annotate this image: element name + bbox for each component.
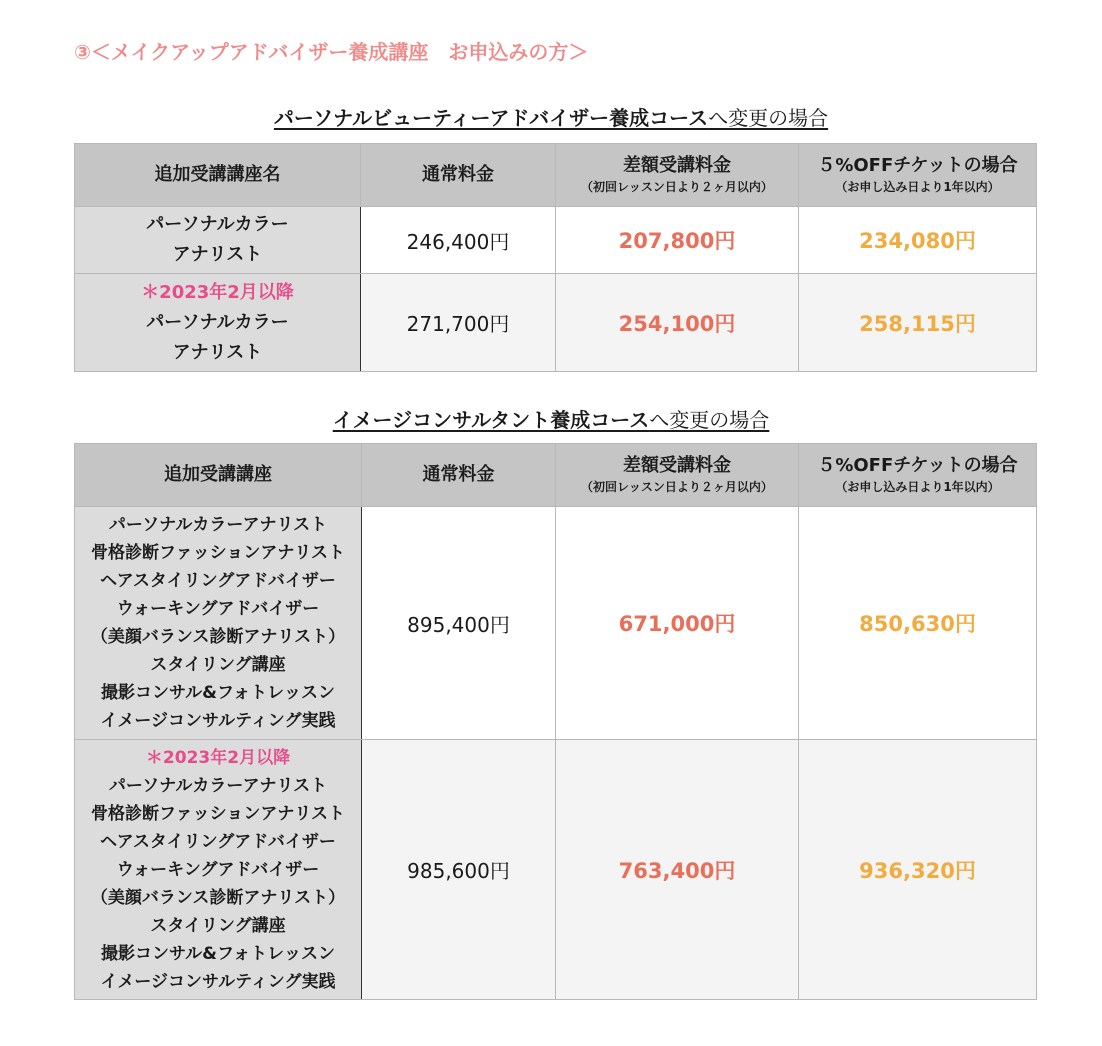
course-line: スタイリング講座 <box>150 915 286 936</box>
column-header-diff-label: 差額受講料金 <box>623 155 731 176</box>
date-note: ＊2023年2月以降 <box>141 281 294 303</box>
table-row <box>75 274 1037 372</box>
course-line: ウォーキングアドバイザー <box>116 859 320 880</box>
course-line: パーソナルカラーアナリスト <box>108 775 328 796</box>
course-line: 骨格診断ファッションアナリスト <box>91 803 345 824</box>
course-line: ヘアスタイリングアドバイザー <box>100 831 336 852</box>
section-title-suffix: へ変更の場合 <box>649 408 770 432</box>
section-title-suffix: へ変更の場合 <box>708 106 829 130</box>
course-cell <box>75 274 361 372</box>
diff-price: 671,000円 <box>556 507 799 740</box>
diff-price: 763,400円 <box>556 740 799 1000</box>
discount-price: 258,115円 <box>799 274 1037 372</box>
regular-price: 895,400円 <box>362 507 556 740</box>
column-header-course: 追加受講講座 <box>75 444 362 507</box>
course-cell <box>75 740 362 1000</box>
discount-price: 234,080円 <box>799 207 1037 274</box>
table-header-row <box>75 144 1037 207</box>
section-title-image-consultant <box>0 407 1102 433</box>
column-header-discount-note: （お申し込み日より1年以内） <box>835 480 1000 494</box>
fee-table-beauty-advisor <box>74 143 1037 372</box>
diff-price: 254,100円 <box>556 274 799 372</box>
diff-price: 207,800円 <box>556 207 799 274</box>
column-header-regular: 通常料金 <box>361 144 556 207</box>
table-row <box>75 740 1037 1000</box>
discount-price: 850,630円 <box>799 507 1037 740</box>
regular-price: 271,700円 <box>361 274 556 372</box>
course-line: 撮影コンサル&フォトレッスン <box>101 683 335 703</box>
course-line: イメージコンサルティング実践 <box>100 711 336 731</box>
table-header-row <box>75 444 1037 507</box>
course-line: パーソナルカラー <box>146 214 289 235</box>
column-header-discount-label: ５%OFFチケットの場合 <box>817 155 1018 176</box>
column-header-discount <box>799 144 1037 207</box>
course-line: アナリスト <box>172 341 263 363</box>
date-note: ＊2023年2月以降 <box>145 747 291 768</box>
course-line: パーソナルカラーアナリスト <box>108 515 328 535</box>
column-header-diff-note: （初回レッスン日より２ヶ月以内） <box>581 180 773 194</box>
regular-price: 246,400円 <box>361 207 556 274</box>
column-header-diff-label: 差額受講料金 <box>623 455 731 476</box>
column-header-diff <box>556 144 799 207</box>
section-title-course-name: パーソナルビューティーアドバイザー養成コース <box>273 106 709 130</box>
column-header-discount-note: （お申し込み日より1年以内） <box>835 180 1000 194</box>
fee-table-image-consultant <box>74 443 1037 1000</box>
course-cell <box>75 207 361 274</box>
column-header-regular: 通常料金 <box>362 444 556 507</box>
table-row <box>75 507 1037 740</box>
regular-price: 985,600円 <box>362 740 556 1000</box>
course-line: 撮影コンサル&フォトレッスン <box>101 943 335 964</box>
course-line: スタイリング講座 <box>150 655 286 675</box>
course-cell <box>75 507 362 740</box>
table-row <box>75 207 1037 274</box>
course-line: （美顔バランス診断アナリスト） <box>90 627 346 647</box>
course-line: ヘアスタイリングアドバイザー <box>100 571 336 591</box>
section-title-beauty-advisor <box>0 105 1102 131</box>
course-line: イメージコンサルティング実践 <box>100 971 336 992</box>
course-line: 骨格診断ファッションアナリスト <box>91 543 345 563</box>
page-heading: ③＜メイクアップアドバイザー養成講座 お申込みの方＞ <box>74 40 589 64</box>
column-header-diff <box>556 444 799 507</box>
column-header-discount-label: ５%OFFチケットの場合 <box>817 455 1018 476</box>
course-line: アナリスト <box>172 244 263 265</box>
discount-price: 936,320円 <box>799 740 1037 1000</box>
section-title-course-name: イメージコンサルタント養成コース <box>332 408 650 432</box>
column-header-course: 追加受講講座名 <box>75 144 361 207</box>
column-header-diff-note: （初回レッスン日より２ヶ月以内） <box>581 480 773 494</box>
course-line: パーソナルカラー <box>146 311 289 333</box>
course-line: （美顔バランス診断アナリスト） <box>90 887 346 908</box>
course-line: ウォーキングアドバイザー <box>116 599 320 619</box>
column-header-discount <box>799 444 1037 507</box>
